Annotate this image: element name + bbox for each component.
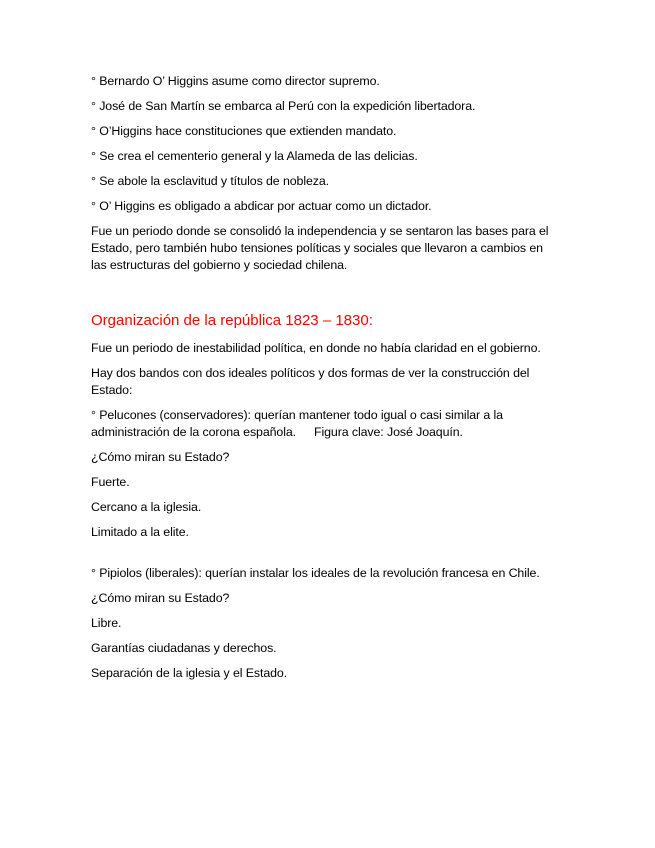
section-heading: Organización de la república 1823 – 1830: <box>91 312 373 329</box>
pipiolos-paragraph: ° Pipiolos (liberales): querían instalar los ideales de la revolución francesa en Chile. <box>91 566 540 580</box>
pipiolos-trait: Garantías ciudadanas y derechos. <box>91 641 277 655</box>
bullet-item: ° Bernardo O’ Higgins asume como director supremo. <box>91 74 380 88</box>
bullet-item: ° Se crea el cementerio general y la Alameda de las delicias. <box>91 149 418 163</box>
pipiolos-question: ¿Cómo miran su Estado? <box>91 591 230 605</box>
pelucones-text: ° Pelucones (conservadores): querían mantener todo igual o casi similar a la administración de la corona española. <box>91 408 503 439</box>
pelucones-paragraph <box>91 407 551 441</box>
bandos-intro-paragraph: Hay dos bandos con dos ideales políticos y dos formas de ver la construcción del Estado: <box>91 366 530 397</box>
pelucones-key-figure: Figura clave: José Joaquín. <box>314 425 463 439</box>
document-content <box>91 73 551 690</box>
bullet-item: ° O’Higgins hace constituciones que extienden mandato. <box>91 124 397 138</box>
pelucones-question: ¿Cómo miran su Estado? <box>91 450 230 464</box>
blank-line <box>91 549 551 565</box>
pelucones-trait: Cercano a la iglesia. <box>91 500 202 514</box>
bullet-item: ° O’ Higgins es obligado a abdicar por actuar como un dictador. <box>91 199 432 213</box>
pelucones-trait: Fuerte. <box>91 475 130 489</box>
pipiolos-trait: Separación de la iglesia y el Estado. <box>91 666 288 680</box>
summary-paragraph: Fue un periodo donde se consolidó la independencia y se sentaron las bases para el Estado, pero también hubo tensiones políticas y sociales que llevaron a cambios en las estructuras del gobierno y sociedad chilena. <box>91 224 549 272</box>
pelucones-trait: Limitado a la elite. <box>91 525 189 539</box>
pipiolos-trait: Libre. <box>91 616 122 630</box>
bullet-item: ° Se abole la esclavitud y títulos de nobleza. <box>91 174 329 188</box>
section-intro-paragraph: Fue un periodo de inestabilidad política, en donde no había claridad en el gobierno. <box>91 341 541 355</box>
bullet-item: ° José de San Martín se embarca al Perú con la expedición libertadora. <box>91 99 476 113</box>
